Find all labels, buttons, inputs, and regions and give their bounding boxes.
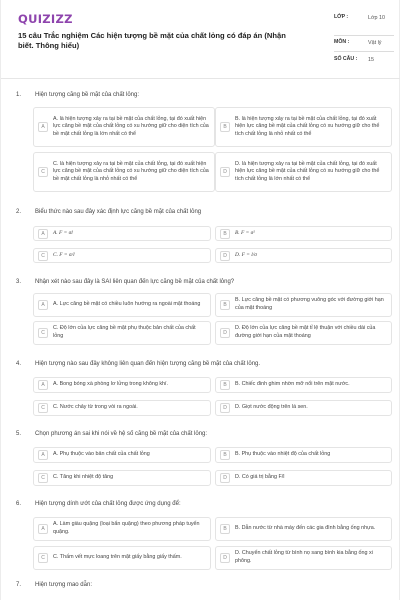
option-text: C. Độ lớn của lực căng bề mặt phụ thuộc bản chất của chất lỏng xyxy=(53,325,196,339)
answer-option-c[interactable] xyxy=(33,152,215,192)
question-number: 5. xyxy=(16,431,22,437)
option-letter-d: D xyxy=(220,167,230,177)
option-text: B. Chiếc đinh ghim nhờn mỡ nổi trên mặt nước. xyxy=(235,381,350,388)
option-letter-d: D xyxy=(220,251,230,261)
option-letter-c: C xyxy=(38,553,48,563)
option-text: D. F = l/σ xyxy=(235,251,257,258)
count-label: SỐ CÂU : xyxy=(334,56,358,62)
subject-value: Vật lý xyxy=(368,40,382,46)
answer-option-b[interactable] xyxy=(215,377,392,393)
option-letter-a: A xyxy=(38,524,48,534)
answer-option-c[interactable] xyxy=(33,546,211,570)
option-text: A. Bong bóng xà phòng lơ lửng trong không khí. xyxy=(53,381,169,388)
question-text: Nhận xét nào sau đây là SAI liên quan đến lực căng bề mặt của chất lỏng? xyxy=(35,279,235,285)
option-text: B. Lực căng bề mặt có phương vuông góc với đường giới hạn của mặt thoáng xyxy=(235,297,384,311)
option-letter-c: C xyxy=(38,403,48,413)
option-text: A. Phụ thuộc vào bản chất của chất lỏng xyxy=(53,451,150,458)
option-letter-b: B xyxy=(220,524,230,534)
question-text: Biểu thức nào sau đây xác định lực căng bề mặt của chất lỏng xyxy=(35,209,202,215)
option-text: C. F = σ/l xyxy=(53,251,75,258)
question-number: 1. xyxy=(16,92,22,98)
answer-option-a[interactable] xyxy=(33,293,211,317)
header-divider xyxy=(1,78,400,79)
option-letter-c: C xyxy=(38,328,48,338)
option-text: C. Nước chảy từ trong vòi ra ngoài. xyxy=(53,404,138,411)
question-number: 2. xyxy=(16,209,22,215)
answer-option-c[interactable] xyxy=(33,248,211,263)
meta-subject-row xyxy=(334,39,394,56)
option-text: B. Phụ thuộc vào nhiệt độ của chất lỏng xyxy=(235,451,331,458)
option-letter-b: B xyxy=(220,300,230,310)
option-letter-b: B xyxy=(220,229,230,239)
option-letter-d: D xyxy=(220,328,230,338)
question-text: Hiện tượng dính ướt của chất lỏng được ứng dụng để: xyxy=(35,501,181,507)
option-text: A. Lực căng bề mặt có chiều luôn hướng ra ngoài mặt thoáng xyxy=(53,301,201,308)
answer-option-a[interactable] xyxy=(33,517,211,541)
option-text: D. Giọt nước động trên lá sen. xyxy=(235,404,308,411)
meta-class-row xyxy=(334,14,394,36)
answer-option-d[interactable] xyxy=(215,248,392,263)
option-text: A. là hiện tượng xảy ra tại bề mặt của chất lỏng, tại đó xuất hiện lực căng bề mặt của chất lỏng có xu hướng giữ cho diện tích của bề mặt chất lỏng là lớn nhất có thể xyxy=(53,115,209,137)
option-text: A. F = σl xyxy=(53,229,73,236)
option-text: D. Độ lớn của lực căng bề mặt tỉ lệ thuận với chiều dài của đường giới hạn của mặt thoáng xyxy=(235,325,376,339)
class-label: LỚP : xyxy=(334,14,349,20)
option-text: C. Thấm vết mực loang trên mặt giấy bằng giấy thấm. xyxy=(53,554,182,561)
option-text: B. là hiện tượng xảy ra tại bề mặt của chất lỏng, tại đó xuất hiện lực căng bề mặt của chất lỏng có xu hướng giữ cho thể tích chất lỏng là nhỏ nhất có thể xyxy=(235,115,380,137)
option-text: B. F = σ² xyxy=(235,229,255,236)
answer-option-d[interactable] xyxy=(215,400,392,416)
option-letter-b: B xyxy=(220,450,230,460)
option-text: D. là hiện tượng xảy ra tại bề mặt của chất lỏng, tại đó xuất hiện lực căng bề mặt của chất lỏng có xu hướng giữ cho thể tích chất lỏng là lớn nhất có thể xyxy=(235,160,380,182)
answer-option-b[interactable] xyxy=(215,447,392,463)
option-letter-d: D xyxy=(220,403,230,413)
subject-label: MÔN : xyxy=(334,39,350,45)
answer-option-a[interactable] xyxy=(33,107,215,147)
option-text: B. Dẫn nước từ nhà máy đến các gia đình bằng ống nhựa. xyxy=(235,525,376,532)
option-letter-b: B xyxy=(220,380,230,390)
option-text: A. Làm giàu quặng (loại bẩn quặng) theo phương pháp tuyển quặng. xyxy=(53,521,200,535)
option-text: D. Chuyển chất lỏng từ bình nọ sang bình kia bằng ống xi phông. xyxy=(235,550,373,564)
option-letter-a: A xyxy=(38,450,48,460)
question-text: Hiện tượng căng bề mặt của chất lỏng: xyxy=(35,92,140,98)
answer-option-b[interactable] xyxy=(215,226,392,241)
option-letter-c: C xyxy=(38,167,48,177)
question-text: Chọn phương án sai khi nói về hệ số căng bề mặt của chất lỏng: xyxy=(35,431,208,437)
meta-divider xyxy=(334,35,394,36)
answer-option-b[interactable] xyxy=(215,293,392,317)
answer-option-c[interactable] xyxy=(33,321,211,345)
worksheet-title: 15 câu Trắc nghiệm Các hiện tượng bề mặt của chất lỏng có đáp án (Nhận biết. Thông hiểu) xyxy=(18,31,286,50)
answer-option-d[interactable] xyxy=(215,321,392,345)
worksheet-header xyxy=(1,0,400,76)
option-letter-a: A xyxy=(38,300,48,310)
option-letter-d: D xyxy=(220,473,230,483)
option-letter-a: A xyxy=(38,122,48,132)
answer-option-d[interactable] xyxy=(215,546,392,570)
answer-option-d[interactable] xyxy=(215,470,392,486)
answer-option-a[interactable] xyxy=(33,447,211,463)
quizizz-logo[interactable]: QUIZIZZ xyxy=(18,12,73,26)
question-number: 7. xyxy=(16,582,22,588)
meta-divider xyxy=(334,51,394,52)
option-text: C. Tăng khi nhiệt độ tăng xyxy=(53,474,114,481)
count-value: 15 xyxy=(368,57,374,63)
answer-option-c[interactable] xyxy=(33,470,211,486)
answer-option-c[interactable] xyxy=(33,400,211,416)
answer-option-b[interactable] xyxy=(215,517,392,541)
answer-option-a[interactable] xyxy=(33,377,211,393)
class-value: Lớp 10 xyxy=(368,15,386,21)
answer-option-a[interactable] xyxy=(33,226,211,241)
answer-option-d[interactable] xyxy=(215,152,392,192)
option-letter-d: D xyxy=(220,553,230,563)
option-letter-c: C xyxy=(38,473,48,483)
option-letter-c: C xyxy=(38,251,48,261)
option-letter-a: A xyxy=(38,380,48,390)
option-letter-a: A xyxy=(38,229,48,239)
question-number: 4. xyxy=(16,361,22,367)
meta-count-row xyxy=(334,56,394,68)
question-text: Hiện tượng mao dẫn: xyxy=(35,582,92,588)
answer-option-b[interactable] xyxy=(215,107,392,147)
question-number: 3. xyxy=(16,279,22,285)
option-letter-b: B xyxy=(220,122,230,132)
worksheet-meta xyxy=(334,14,394,68)
option-text: D. Có giá trị bằng F/l xyxy=(235,474,285,481)
option-text: C. là hiện tượng xảy ra tại bề mặt của chất lỏng, tại đó xuất hiện lực căng bề mặt của chất lỏng có xu hướng giữ cho diện tích của bề mặt chất lỏng là nhỏ nhất có thể xyxy=(53,160,209,182)
question-number: 6. xyxy=(16,501,22,507)
question-text: Hiện tượng nào sau đây không liên quan đến hiện tượng căng bề mặt của chất lỏng. xyxy=(35,361,261,367)
